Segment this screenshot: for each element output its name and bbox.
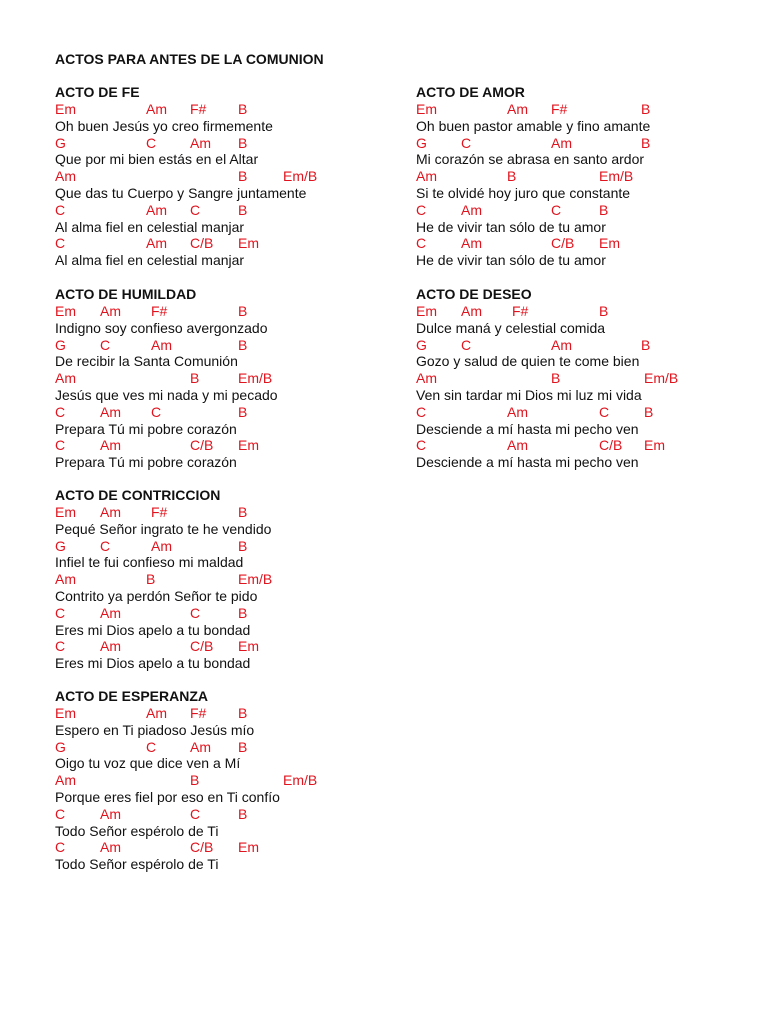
chord: Em (55, 504, 76, 520)
chord: C (55, 604, 66, 621)
chord: Em/B (644, 370, 679, 387)
chord: C (151, 403, 162, 420)
chord-line (416, 303, 642, 320)
chord: C (416, 403, 427, 420)
lyric-line: Infiel te fui confieso mi maldad (55, 554, 244, 571)
chord: Am (551, 134, 572, 151)
chord-line (55, 538, 271, 555)
chord: Em (416, 101, 437, 117)
chord: C (190, 201, 201, 218)
section-acto-de-humildad (55, 286, 278, 471)
chord: F# (151, 303, 168, 319)
chord-line (55, 370, 278, 387)
chord-line (55, 235, 306, 252)
chord: C (461, 134, 472, 151)
chord: Em (55, 101, 76, 117)
chord: C/B (599, 437, 623, 454)
chord: B (641, 336, 651, 353)
chord: C (100, 336, 111, 353)
chord: C (190, 604, 201, 621)
chord: C (461, 336, 472, 353)
chord-line (416, 135, 650, 152)
chord: G (416, 134, 427, 151)
section-title: ACTO DE DESEO (416, 286, 532, 302)
chord: Am (461, 303, 482, 319)
chord: B (238, 805, 248, 822)
chord: Am (100, 604, 121, 621)
chord: Am (146, 101, 167, 117)
chord: G (55, 134, 66, 151)
chord: C (55, 638, 66, 655)
chord-line (416, 235, 650, 252)
chord: Am (461, 201, 482, 218)
chord: B (238, 101, 248, 117)
chord: B (238, 134, 248, 151)
chord: C (416, 235, 427, 252)
chord: B (238, 403, 248, 420)
lyric-line: Todo Señor espérolo de Ti (55, 856, 219, 873)
chord: Em/B (238, 571, 273, 588)
chord: F# (551, 101, 568, 117)
chord-line (416, 101, 650, 118)
chord: Em/B (283, 168, 318, 185)
chord: Em (238, 839, 259, 856)
chord-line (55, 772, 318, 789)
lyric-line: Espero en Ti piadoso Jesús mío (55, 721, 255, 738)
chord: Am (151, 537, 172, 554)
chord: Am (190, 134, 211, 151)
lyric-line: Oh buen Jesús yo creo firmemente (55, 117, 273, 134)
chord: Am (461, 235, 482, 252)
chord: Am (100, 805, 121, 822)
chord: B (190, 370, 200, 387)
chord: B (599, 303, 609, 319)
chord: B (644, 403, 654, 420)
chord: B (599, 201, 609, 218)
chord: Am (55, 772, 76, 789)
chord: Am (55, 168, 76, 185)
chord: G (55, 336, 66, 353)
chord: C (146, 134, 157, 151)
lyric-line: He de vivir tan sólo de tu amor (416, 252, 606, 269)
chord: B (238, 168, 248, 185)
chord: C (55, 235, 66, 252)
chord: F# (151, 504, 168, 520)
chord: C (146, 738, 157, 755)
chord: G (55, 537, 66, 554)
chord: Em (238, 235, 259, 252)
chord: C/B (190, 638, 214, 655)
section-title: ACTO DE HUMILDAD (55, 286, 197, 302)
chord: Em (644, 437, 665, 454)
lyric-line: Oigo tu voz que dice ven a Mí (55, 755, 241, 772)
chord: Em (238, 437, 259, 454)
chord-line (416, 437, 665, 454)
chord: Am (416, 370, 437, 387)
chord: Am (100, 504, 121, 520)
chord-line (55, 101, 306, 118)
chord: Em (55, 303, 76, 319)
lyric-line: Prepara Tú mi pobre corazón (55, 454, 237, 471)
chord: Em (55, 705, 76, 721)
chord: B (238, 201, 248, 218)
chord-line (416, 168, 650, 185)
chord: C (190, 805, 201, 822)
chord: B (507, 168, 517, 185)
lyric-line: Eres mi Dios apelo a tu bondad (55, 655, 251, 672)
chord: B (641, 101, 651, 117)
chord: Am (551, 336, 572, 353)
chord-line (55, 839, 280, 856)
lyric-line: He de vivir tan sólo de tu amor (416, 218, 606, 235)
section-acto-de-fe (55, 84, 318, 269)
chord: C (100, 537, 111, 554)
chord: Am (55, 370, 76, 387)
chord-line (416, 403, 654, 421)
chord: C (55, 403, 66, 420)
section-acto-de-esperanza (55, 688, 318, 873)
chord: B (238, 604, 248, 621)
chord: Em/B (599, 168, 634, 185)
chord: G (416, 336, 427, 353)
chord-line (55, 705, 280, 722)
chord: Am (146, 705, 167, 721)
chord: Am (151, 336, 172, 353)
chord: Em (599, 235, 620, 252)
chord: C (551, 201, 562, 218)
chord: Am (190, 738, 211, 755)
lyric-line: Contrito ya perdón Señor te pido (55, 587, 258, 604)
chord: C (416, 201, 427, 218)
lyric-line: Eres mi Dios apelo a tu bondad (55, 621, 251, 638)
chord-line (55, 571, 271, 588)
chord-line (55, 168, 318, 185)
chord: F# (512, 303, 529, 319)
chord: Am (55, 571, 76, 588)
lyric-line: Desciende a mí hasta mi pecho ven (416, 420, 639, 437)
chord: B (238, 504, 248, 520)
chord: G (55, 738, 66, 755)
chord-line (55, 135, 306, 152)
chord: F# (190, 101, 207, 117)
section-title: ACTO DE FE (55, 84, 140, 100)
chord: Am (416, 168, 437, 185)
chord: B (641, 134, 651, 151)
section-title: ACTO DE CONTRICCION (55, 487, 221, 503)
lyric-line: Porque eres fiel por eso en Ti confío (55, 788, 280, 805)
chord: C (55, 201, 66, 218)
chord: Am (507, 437, 528, 454)
lyric-line: Indigno soy confieso avergonzado (55, 319, 268, 336)
lyric-line: Al alma fiel en celestial manjar (55, 252, 245, 269)
chord: Am (100, 437, 121, 454)
chord-line (55, 605, 271, 622)
chord-line (55, 404, 278, 421)
document-title: ACTOS PARA ANTES DE LA COMUNION (55, 51, 324, 67)
lyric-line: Que das tu Cuerpo y Sangre juntamente (55, 184, 307, 201)
chord: Am (100, 638, 121, 655)
section-title: ACTO DE ESPERANZA (55, 688, 208, 704)
chord-line (55, 437, 278, 454)
chord-line (55, 504, 271, 521)
chord: C/B (190, 437, 214, 454)
chord: C (55, 839, 66, 856)
section-acto-de-amor (416, 84, 650, 269)
chord: Am (146, 201, 167, 218)
lyric-line: Si te olvidé hoy juro que constante (416, 184, 631, 201)
chord: B (238, 303, 248, 319)
chord: Am (146, 235, 167, 252)
lyric-line: Pequé Señor ingrato te he vendido (55, 520, 272, 537)
lyric-line: Jesús que ves mi nada y mi pecado (55, 386, 278, 403)
chord: F# (190, 705, 207, 721)
section-acto-de-deseo (416, 286, 679, 471)
lyric-line: Ven sin tardar mi Dios mi luz mi vida (416, 386, 642, 403)
lyric-line: Desciende a mí hasta mi pecho ven (416, 454, 639, 471)
section-title: ACTO DE AMOR (416, 84, 525, 100)
lyric-line: Dulce maná y celestial comida (416, 319, 606, 336)
chord: Am (100, 839, 121, 856)
chord: B (551, 370, 561, 387)
chord: C (599, 403, 610, 420)
chord-line (55, 806, 280, 823)
chord: Am (100, 303, 121, 319)
chord: Em/B (238, 370, 273, 387)
chord: C/B (551, 235, 575, 252)
chord: C (416, 437, 427, 454)
chord-line (55, 303, 278, 320)
lyric-line: Oh buen pastor amable y fino amante (416, 117, 651, 134)
chord: B (238, 336, 248, 353)
chord: Em (238, 638, 259, 655)
chord-line (416, 370, 679, 387)
chord: B (146, 571, 156, 588)
chord: Em/B (283, 772, 318, 789)
chord-line (55, 337, 278, 354)
chord-line (55, 739, 280, 756)
chord: Am (507, 101, 528, 117)
lyric-line: Todo Señor espérolo de Ti (55, 822, 219, 839)
chord: C (55, 437, 66, 454)
chord: Em (416, 303, 437, 319)
lyric-line: De recibir la Santa Comunión (55, 353, 238, 370)
chord: B (190, 772, 200, 789)
chord-line (55, 638, 271, 655)
chord: Am (507, 403, 528, 420)
lyric-line: Prepara Tú mi pobre corazón (55, 420, 237, 437)
lyric-line: Que por mi bien estás en el Altar (55, 151, 259, 168)
lyric-line: Gozo y salud de quien te come bien (416, 353, 640, 370)
chord: B (238, 705, 248, 721)
chord: C/B (190, 235, 214, 252)
chord-line (416, 336, 651, 354)
chord: B (238, 537, 248, 554)
chord: Am (100, 403, 121, 420)
chord-line (416, 202, 650, 219)
chord: C/B (190, 839, 214, 856)
chord-line (55, 202, 306, 219)
lyric-line: Mi corazón se abrasa en santo ardor (416, 151, 645, 168)
chord: B (238, 738, 248, 755)
lyric-line: Al alma fiel en celestial manjar (55, 218, 245, 235)
section-acto-de-contriccion (55, 487, 271, 672)
chord: C (55, 805, 66, 822)
